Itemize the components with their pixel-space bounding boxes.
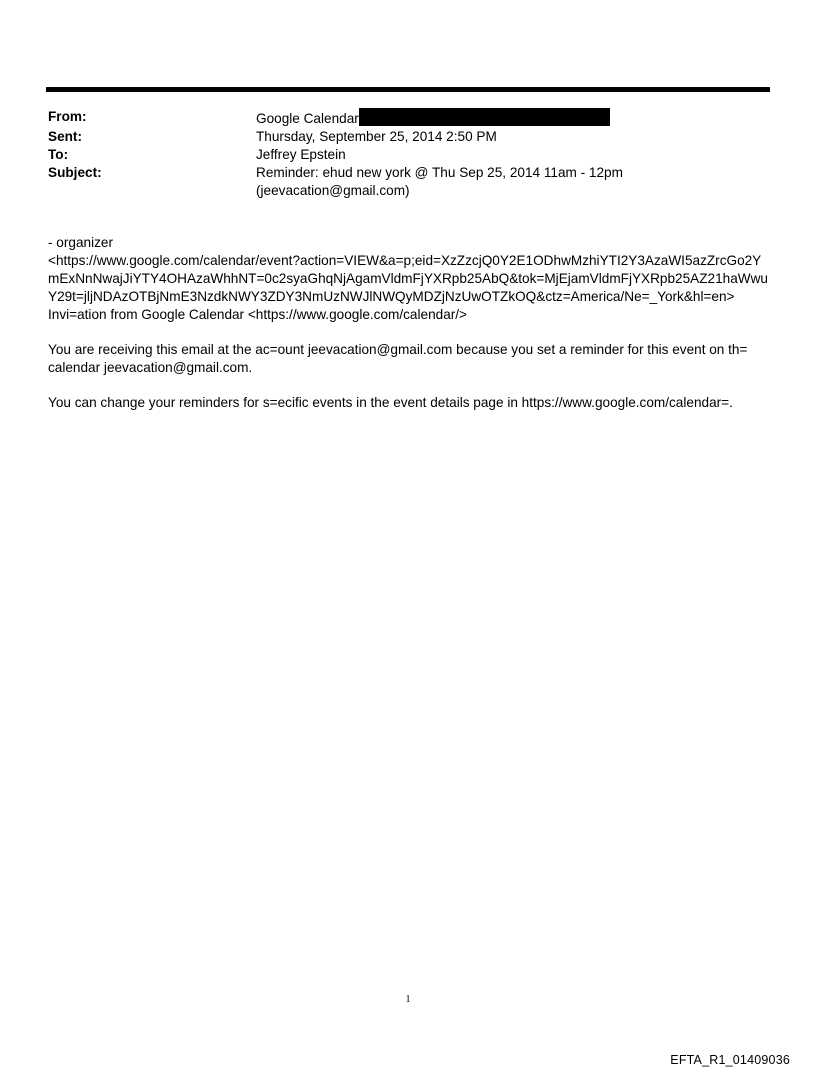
- from-value: Google Calendar: [256, 111, 359, 126]
- receiving-paragraph: You are receiving this email at the ac=ount jeevacation@gmail.com because you set a reminder for this event on th= calendar jeevacation@gmail.com.: [48, 342, 748, 375]
- email-body: [48, 234, 772, 412]
- to-row: [48, 146, 768, 164]
- subject-value: Reminder: ehud new york @ Thu Sep 25, 2014 11am - 12pm (jeevacation@gmail.com): [256, 165, 623, 198]
- organizer-paragraph: - organizer <https://www.google.com/calendar/event?action=VIEW&a=p;eid=XzZzcjQ0Y2E1ODhwMzhiYTI2Y3AzaWI5azZrcGo2YmExNnNwajJiYTY4OHAzaWhhNT=0c2syaGhqNjAgamVldmFjYXRpb25AbQ&tok=MjEjamVldmFjYXRpb25AZ21haWwuY29t=jljNDAzOTBjNmE3NzdkNWY3ZDY3NmUzNWJlNWQyMDZjNzUwOTZkOQ&ctz=America/Ne=_York&hl=en> Invi=ation from Google Calendar <https://www.google.com/calendar/>: [48, 235, 768, 322]
- sent-value: Thursday, September 25, 2014 2:50 PM: [256, 129, 497, 144]
- sent-row: [48, 128, 768, 146]
- bates-number: EFTA_R1_01409036: [670, 1053, 790, 1067]
- from-row: [48, 108, 768, 128]
- redaction-box: [359, 108, 610, 126]
- subject-row: [48, 164, 768, 200]
- to-label: To:: [48, 147, 69, 162]
- page-number: 1: [405, 994, 411, 1005]
- email-header: [48, 108, 768, 200]
- subject-label: Subject:: [48, 165, 102, 180]
- header-rule: [46, 87, 770, 92]
- to-value: Jeffrey Epstein: [256, 147, 346, 162]
- reminders-paragraph: You can change your reminders for s=ecific events in the event details page in https://www.google.com/calendar=.: [48, 395, 733, 410]
- sent-label: Sent:: [48, 129, 82, 144]
- from-label: From:: [48, 109, 87, 124]
